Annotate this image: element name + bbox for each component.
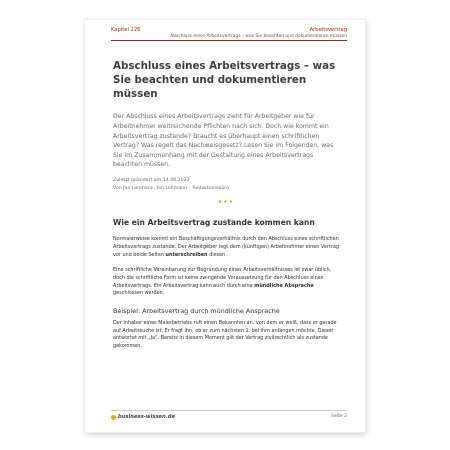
section-divider: •••: [218, 198, 234, 207]
footer-logo[interactable]: [111, 414, 175, 420]
paragraph-1: [113, 236, 339, 259]
article-title: Abschluss eines Arbeitsvertrags – was Sie beachten und dokumentieren müssen: [113, 60, 336, 100]
document-page: [85, 20, 365, 432]
section-label: Arbeitsvertrag: [309, 27, 347, 33]
logo-ball-icon: [111, 415, 116, 420]
example-heading: Beispiel: Arbeitsvertrag durch mündliche Ansprache: [113, 307, 280, 316]
logo-text: business-wissen.de: [118, 414, 175, 420]
header-rule: [111, 40, 347, 41]
p1-bold: unterschreiben: [165, 251, 208, 258]
article-lead: Der Abschluss eines Arbeitsvertrags zieht für Arbeitgeber wie für Arbeitnehmer weitreichende Pflichten nach sich. Doch wie kommt ein Arbeitsvertrag zustande? Braucht es überhaupt einen schriftlichen Vertrag? Was regelt das Nachweisgesetz? Lesen Sie im Folgenden, was Sie im Zusammenhang mit der Gestaltung eines Arbeitsvertrags beachten müssen.: [113, 113, 334, 169]
p2-text-a: Eine schriftliche Vereinbarung zur Begründung eines Arbeitsverhältnisses ist zwar üblich, doch die schriftliche Form ist keine zwingende Voraussetzung für den Abschluss eines Arbeitsvertrags. Ein Arbeitsvertrag kann auch durch eine: [113, 267, 332, 289]
paragraph-2: [113, 267, 339, 298]
updated-date: Zuletzt geändert am 14.08.2023: [113, 177, 190, 183]
p2-bold: mündliche Absprache: [254, 282, 314, 289]
p1-text-a: Normalerweise kommt ein Beschäftigungsverhältnis durch den Abschluss eines schriftlichen Arbeitsvertrags zustande: Der Arbeitgeber legt dem (künftigen) Arbeitnehmer einen Vertrag vor und beide Seiten: [113, 236, 339, 258]
section-heading: Wie ein Arbeitsvertrag zustande kommen kann: [113, 218, 315, 228]
article-meta: [113, 177, 339, 192]
p1-text-b: diesen.: [207, 251, 227, 258]
p2-text-b: geschlossen werden.: [113, 290, 165, 297]
example-text: Der Inhaber eines Malerbetriebs ruft einen Bekannten an, von dem er weiß, dass er gerade auf Arbeitssuche ist. Er fragt ihn, ob er zum nächsten 1. bei ihm anfangen möchte. Dieser antwortet mit „Ja“. Bereits in diesem Moment gilt der Vertrag zivilrechtlich als zustande gekommen.: [113, 320, 337, 350]
authors: Von Jan Lehmann, Jan Lehmann – Redaktionsbüro: [113, 185, 229, 191]
article-content: [113, 60, 339, 351]
page-footer: [111, 414, 347, 424]
page-header: [111, 27, 347, 45]
header-subtitle: Abschluss eines Arbeitsvertrags – was Sie beachten und dokumentieren müssen: [170, 34, 347, 39]
page-number: Seite 2: [330, 414, 347, 419]
footer-rule: [111, 410, 347, 411]
chapter-label: Kapitel 226: [111, 27, 141, 33]
